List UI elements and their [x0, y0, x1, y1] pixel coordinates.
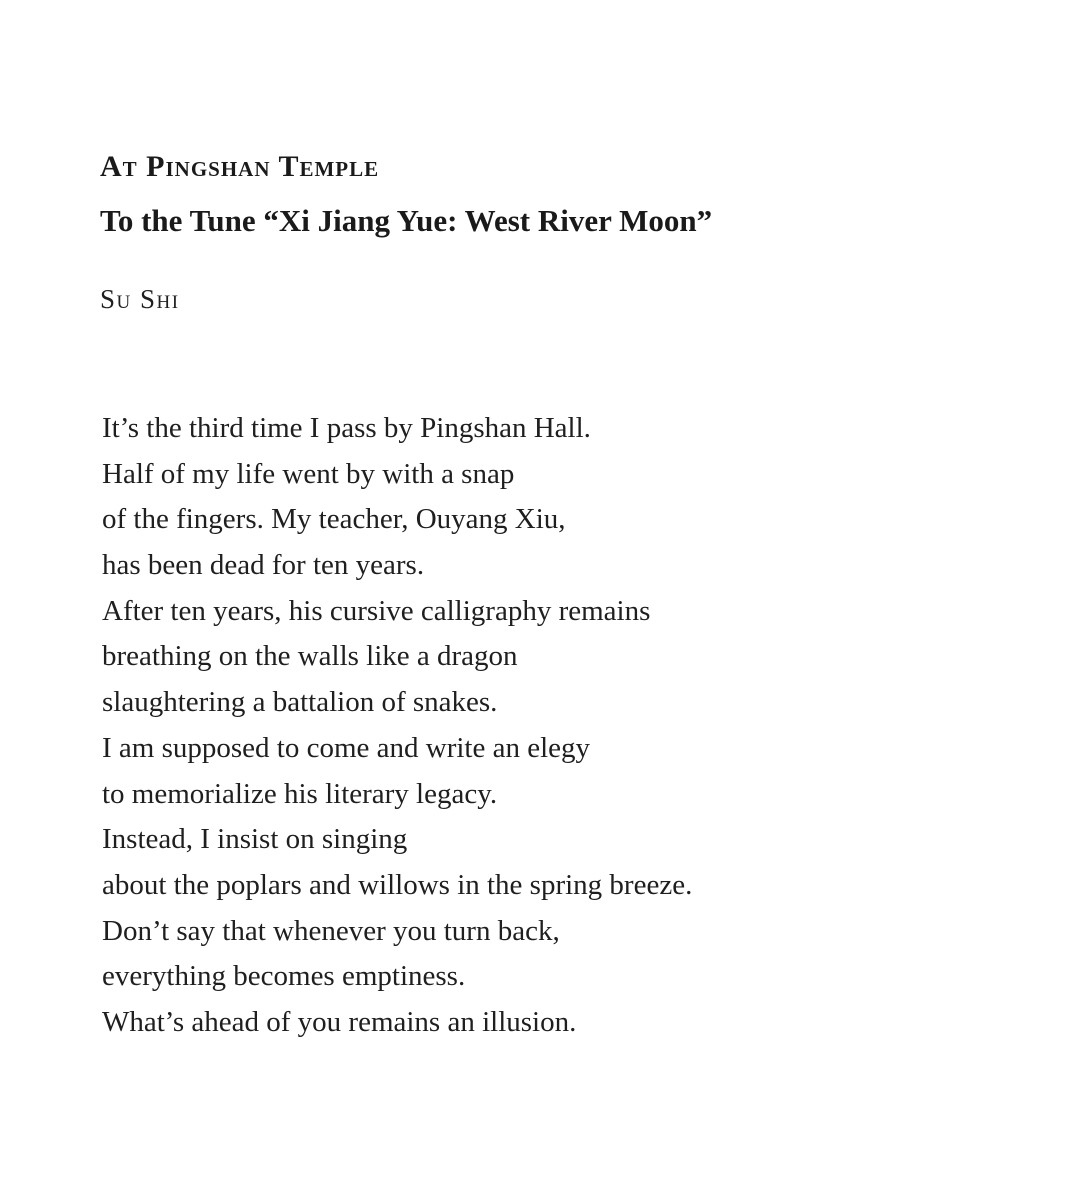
poem-line: I am supposed to come and write an elegy — [102, 731, 591, 764]
poem-line: After ten years, his cursive calligraphy remains — [102, 594, 651, 627]
poem-title: At Pingshan Temple — [100, 150, 380, 183]
poem-line: Half of my life went by with a snap — [102, 457, 515, 490]
poem-body — [102, 406, 1002, 1046]
poem-line: about the poplars and willows in the spring breeze. — [102, 868, 693, 901]
poem-author: Su Shi — [100, 284, 180, 314]
poem-line: Instead, I insist on singing — [102, 823, 408, 856]
poem-subtitle: To the Tune “Xi Jiang Yue: West River Moon” — [100, 203, 713, 238]
poem-line: breathing on the walls like a dragon — [102, 640, 518, 673]
poem-line: to memorialize his literary legacy. — [102, 777, 498, 810]
poem-line: everything becomes emptiness. — [102, 960, 466, 993]
poem-line: of the fingers. My teacher, Ouyang Xiu, — [102, 503, 566, 536]
poem-line: It’s the third time I pass by Pingshan Hall. — [102, 412, 591, 444]
poem-line: Don’t say that whenever you turn back, — [102, 914, 560, 947]
poem-line: slaughtering a battalion of snakes. — [102, 686, 498, 719]
poem-line: has been dead for ten years. — [102, 549, 425, 582]
poem-line: What’s ahead of you remains an illusion. — [102, 1005, 577, 1038]
